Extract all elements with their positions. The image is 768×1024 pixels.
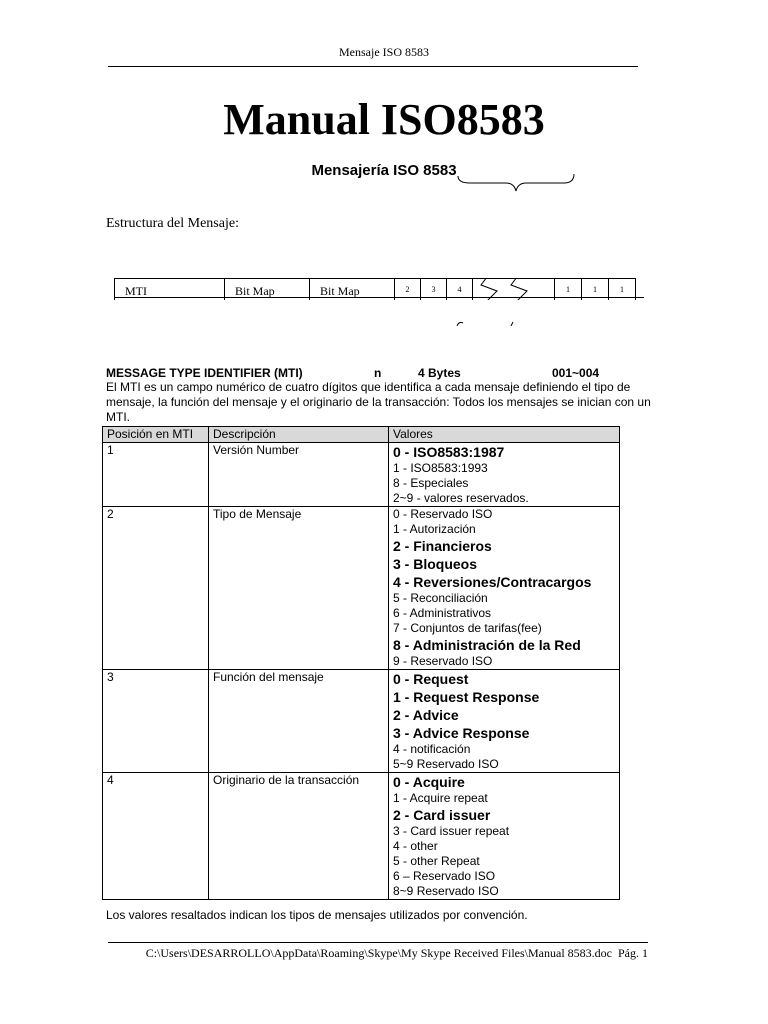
value-item: 5~9 Reservado ISO bbox=[393, 757, 499, 771]
value-item: 8~9 Reservado ISO bbox=[393, 884, 499, 898]
value-item: 1 - Acquire repeat bbox=[393, 791, 488, 805]
value-item: 6 – Reservado ISO bbox=[393, 869, 496, 883]
value-item-highlighted: 0 - Acquire bbox=[393, 774, 465, 790]
structure-bar-underline bbox=[114, 297, 644, 298]
clipped-mark-fragment bbox=[455, 320, 535, 326]
structure-label: Estructura del Mensaje: bbox=[106, 216, 239, 231]
cell-description: Función del mensaje bbox=[209, 670, 389, 773]
header-divider bbox=[108, 66, 638, 67]
cell-values bbox=[389, 507, 620, 670]
value-item-highlighted: 0 - Request bbox=[393, 671, 469, 687]
cell-values bbox=[389, 670, 620, 773]
value-item: 4 - notificación bbox=[393, 742, 471, 756]
mti-heading-size: 4 Bytes bbox=[418, 366, 461, 380]
value-item-highlighted: 0 - ISO8583:1987 bbox=[393, 444, 505, 460]
value-item: 5 - Reconciliación bbox=[393, 591, 488, 605]
field-number: 2 bbox=[405, 285, 410, 294]
table-row bbox=[103, 507, 620, 670]
value-item-highlighted: 2 - Financieros bbox=[393, 538, 492, 554]
value-item: 6 - Administrativos bbox=[393, 606, 492, 620]
mti-heading-title: MESSAGE TYPE IDENTIFIER (MTI) bbox=[106, 366, 303, 380]
document-subtitle: Mensajería ISO 8583 bbox=[311, 162, 457, 179]
value-item: 9 - Reservado ISO bbox=[393, 654, 493, 668]
value-item-highlighted: 8 - Administración de la Red bbox=[393, 637, 581, 653]
field-number: 3 bbox=[431, 285, 436, 294]
mti-table bbox=[102, 426, 620, 900]
value-item: 4 - other bbox=[393, 839, 438, 853]
footer-divider bbox=[108, 942, 648, 943]
bitmap-primary-label: Bit Map bbox=[235, 284, 275, 298]
table-row bbox=[103, 670, 620, 773]
mti-heading-type: n bbox=[374, 366, 382, 380]
document-title: Manual ISO8583 bbox=[223, 95, 545, 144]
cell-position: 1 bbox=[103, 443, 209, 507]
mti-heading-range: 001~004 bbox=[552, 366, 600, 380]
value-item: 0 - Reservado ISO bbox=[393, 507, 493, 521]
value-item: 1 - Autorización bbox=[393, 522, 476, 536]
curly-brace-icon bbox=[456, 170, 576, 196]
value-item: 5 - other Repeat bbox=[393, 854, 480, 868]
table-row bbox=[103, 443, 620, 507]
cell-description: Versión Number bbox=[209, 443, 389, 507]
cell-description: Tipo de Mensaje bbox=[209, 507, 389, 670]
mti-description: El MTI es un campo numérico de cuatro dígitos que identifica a cada mensaje definiendo el tipo de mensaje, la función del mensaje y el originario de la transacción: Todos los mensajes se inician con un MTI. bbox=[106, 380, 651, 424]
value-item-highlighted: 3 - Bloqueos bbox=[393, 556, 478, 572]
value-item-highlighted: 2 - Card issuer bbox=[393, 807, 491, 823]
field-number: 1 bbox=[620, 285, 624, 294]
cell-position: 2 bbox=[103, 507, 209, 670]
mti-cell-label: MTI bbox=[125, 284, 147, 298]
value-item: 1 - ISO8583:1993 bbox=[393, 461, 488, 475]
table-header-row bbox=[103, 427, 620, 443]
value-item: 3 - Card issuer repeat bbox=[393, 824, 510, 838]
value-item: 7 - Conjuntos de tarifas(fee) bbox=[393, 621, 542, 635]
value-item: 8 - Especiales bbox=[393, 476, 469, 490]
table-row bbox=[103, 773, 620, 900]
value-item-highlighted: 3 - Advice Response bbox=[393, 725, 530, 741]
cell-values bbox=[389, 443, 620, 507]
page-header-title: Mensaje ISO 8583 bbox=[339, 45, 429, 59]
footnote: Los valores resaltados indican los tipos de mensajes utilizados por convención. bbox=[106, 908, 528, 922]
page-footer bbox=[0, 946, 648, 961]
value-item: 2~9 - valores reservados. bbox=[393, 491, 529, 505]
field-number: 4 bbox=[457, 285, 462, 294]
field-number: 1 bbox=[566, 285, 570, 294]
column-header-description: Descripción bbox=[209, 427, 389, 443]
cell-position: 3 bbox=[103, 670, 209, 773]
footer-page-number: Pág. 1 bbox=[618, 946, 648, 960]
value-item-highlighted: 4 - Reversiones/Contracargos bbox=[393, 574, 592, 590]
value-item-highlighted: 1 - Request Response bbox=[393, 689, 540, 705]
cell-description: Originario de la transacción bbox=[209, 773, 389, 900]
column-header-values: Valores bbox=[389, 427, 620, 443]
cell-position: 4 bbox=[103, 773, 209, 900]
value-item-highlighted: 2 - Advice bbox=[393, 707, 459, 723]
footer-file-path: C:\Users\DESARROLLO\AppData\Roaming\Skype\My Skype Received Files\Manual 8583.doc bbox=[145, 946, 612, 960]
column-header-position: Posición en MTI bbox=[103, 427, 209, 443]
field-number: 1 bbox=[593, 285, 597, 294]
cell-values bbox=[389, 773, 620, 900]
bitmap-secondary-label: Bit Map bbox=[320, 284, 360, 298]
